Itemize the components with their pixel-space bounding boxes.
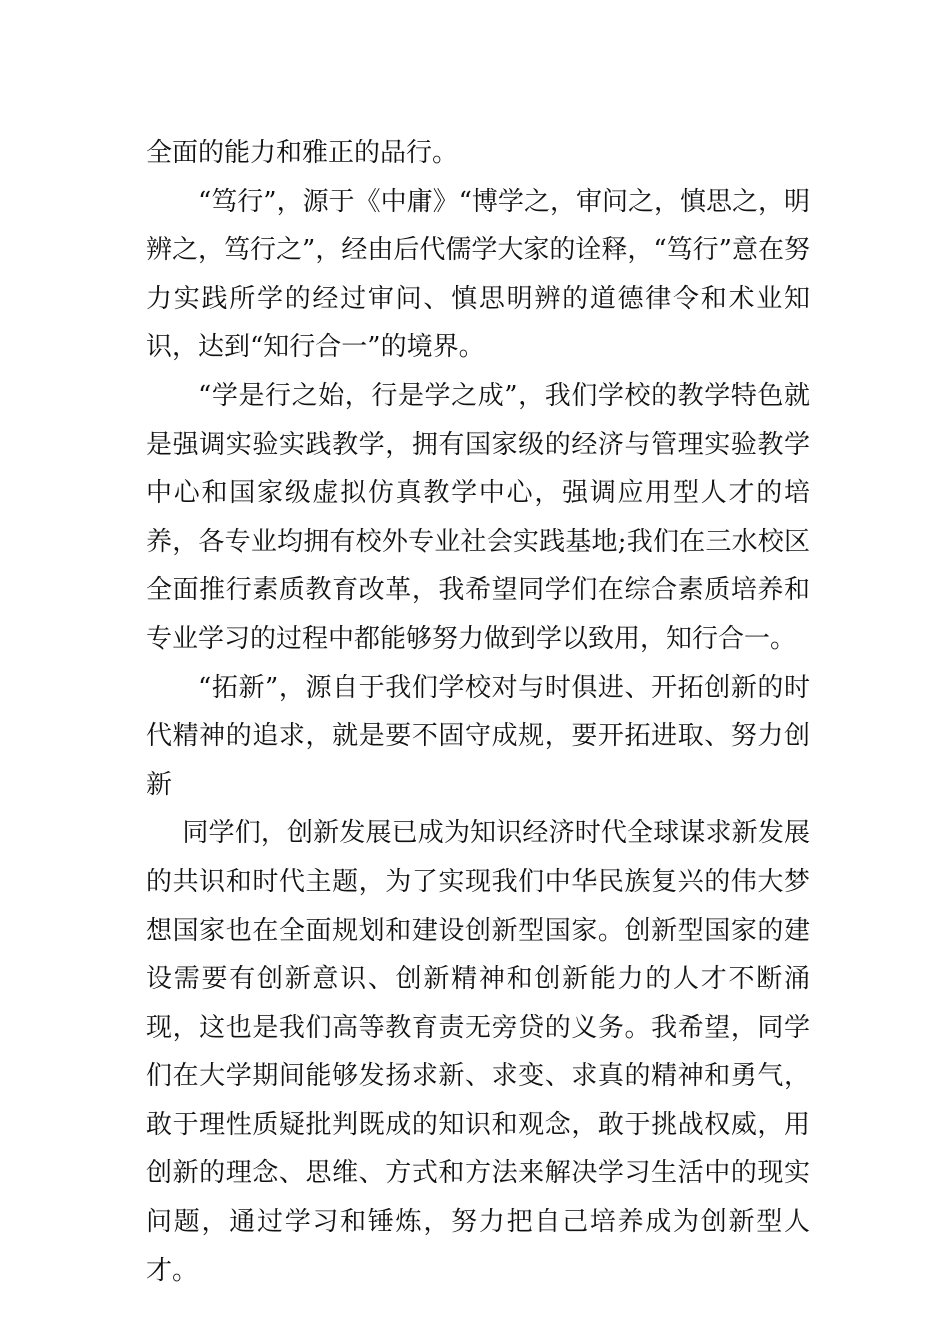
paragraph-1: 全面的能力和雅正的品行。 [146, 138, 459, 168]
document-body [146, 129, 810, 1295]
paragraph-3: “学是行之始，行是学之成”，我们学校的教学特色就是强调实验实践教学，拥有国家级的经济与管理实验教学中心和国家级虚拟仿真教学中心，强调应用型人才的培养，各专业均拥有校外专业社会实践基地;我们在三水校区全面推行素质教育改革，我希望同学们在综合素质培养和专业学习的过程中都能够努力做到学以致用，知行合一。 [146, 380, 810, 654]
paragraph-4: “拓新”，源自于我们学校对与时俱进、开拓创新的时代精神的追求，就是要不固守成规，要开拓进取、努力创新 [146, 672, 810, 800]
paragraph-5: 同学们，创新发展已成为知识经济时代全球谋求新发展的共识和时代主题，为了实现我们中华民族复兴的伟大梦想国家也在全面规划和建设创新型国家。创新型国家的建设需要有创新意识、创新精神和创新能力的人才不断涌现，这也是我们高等教育责无旁贷的义务。我希望，同学们在大学期间能够发扬求新、求变、求真的精神和勇气，敢于理性质疑批判既成的知识和观念，敢于挑战权威，用创新的理念、思维、方式和方法来解决学习生活中的现实问题，通过学习和锤炼，努力把自己培养成为创新型人才。 [146, 818, 810, 1286]
paragraph-2: “笃行”，源于《中庸》“博学之，审问之，慎思之，明辨之，笃行之”，经由后代儒学大家的诠释，“笃行”意在努力实践所学的经过审问、慎思明辨的道德律令和术业知识，达到“知行合一”的境界。 [146, 186, 810, 363]
